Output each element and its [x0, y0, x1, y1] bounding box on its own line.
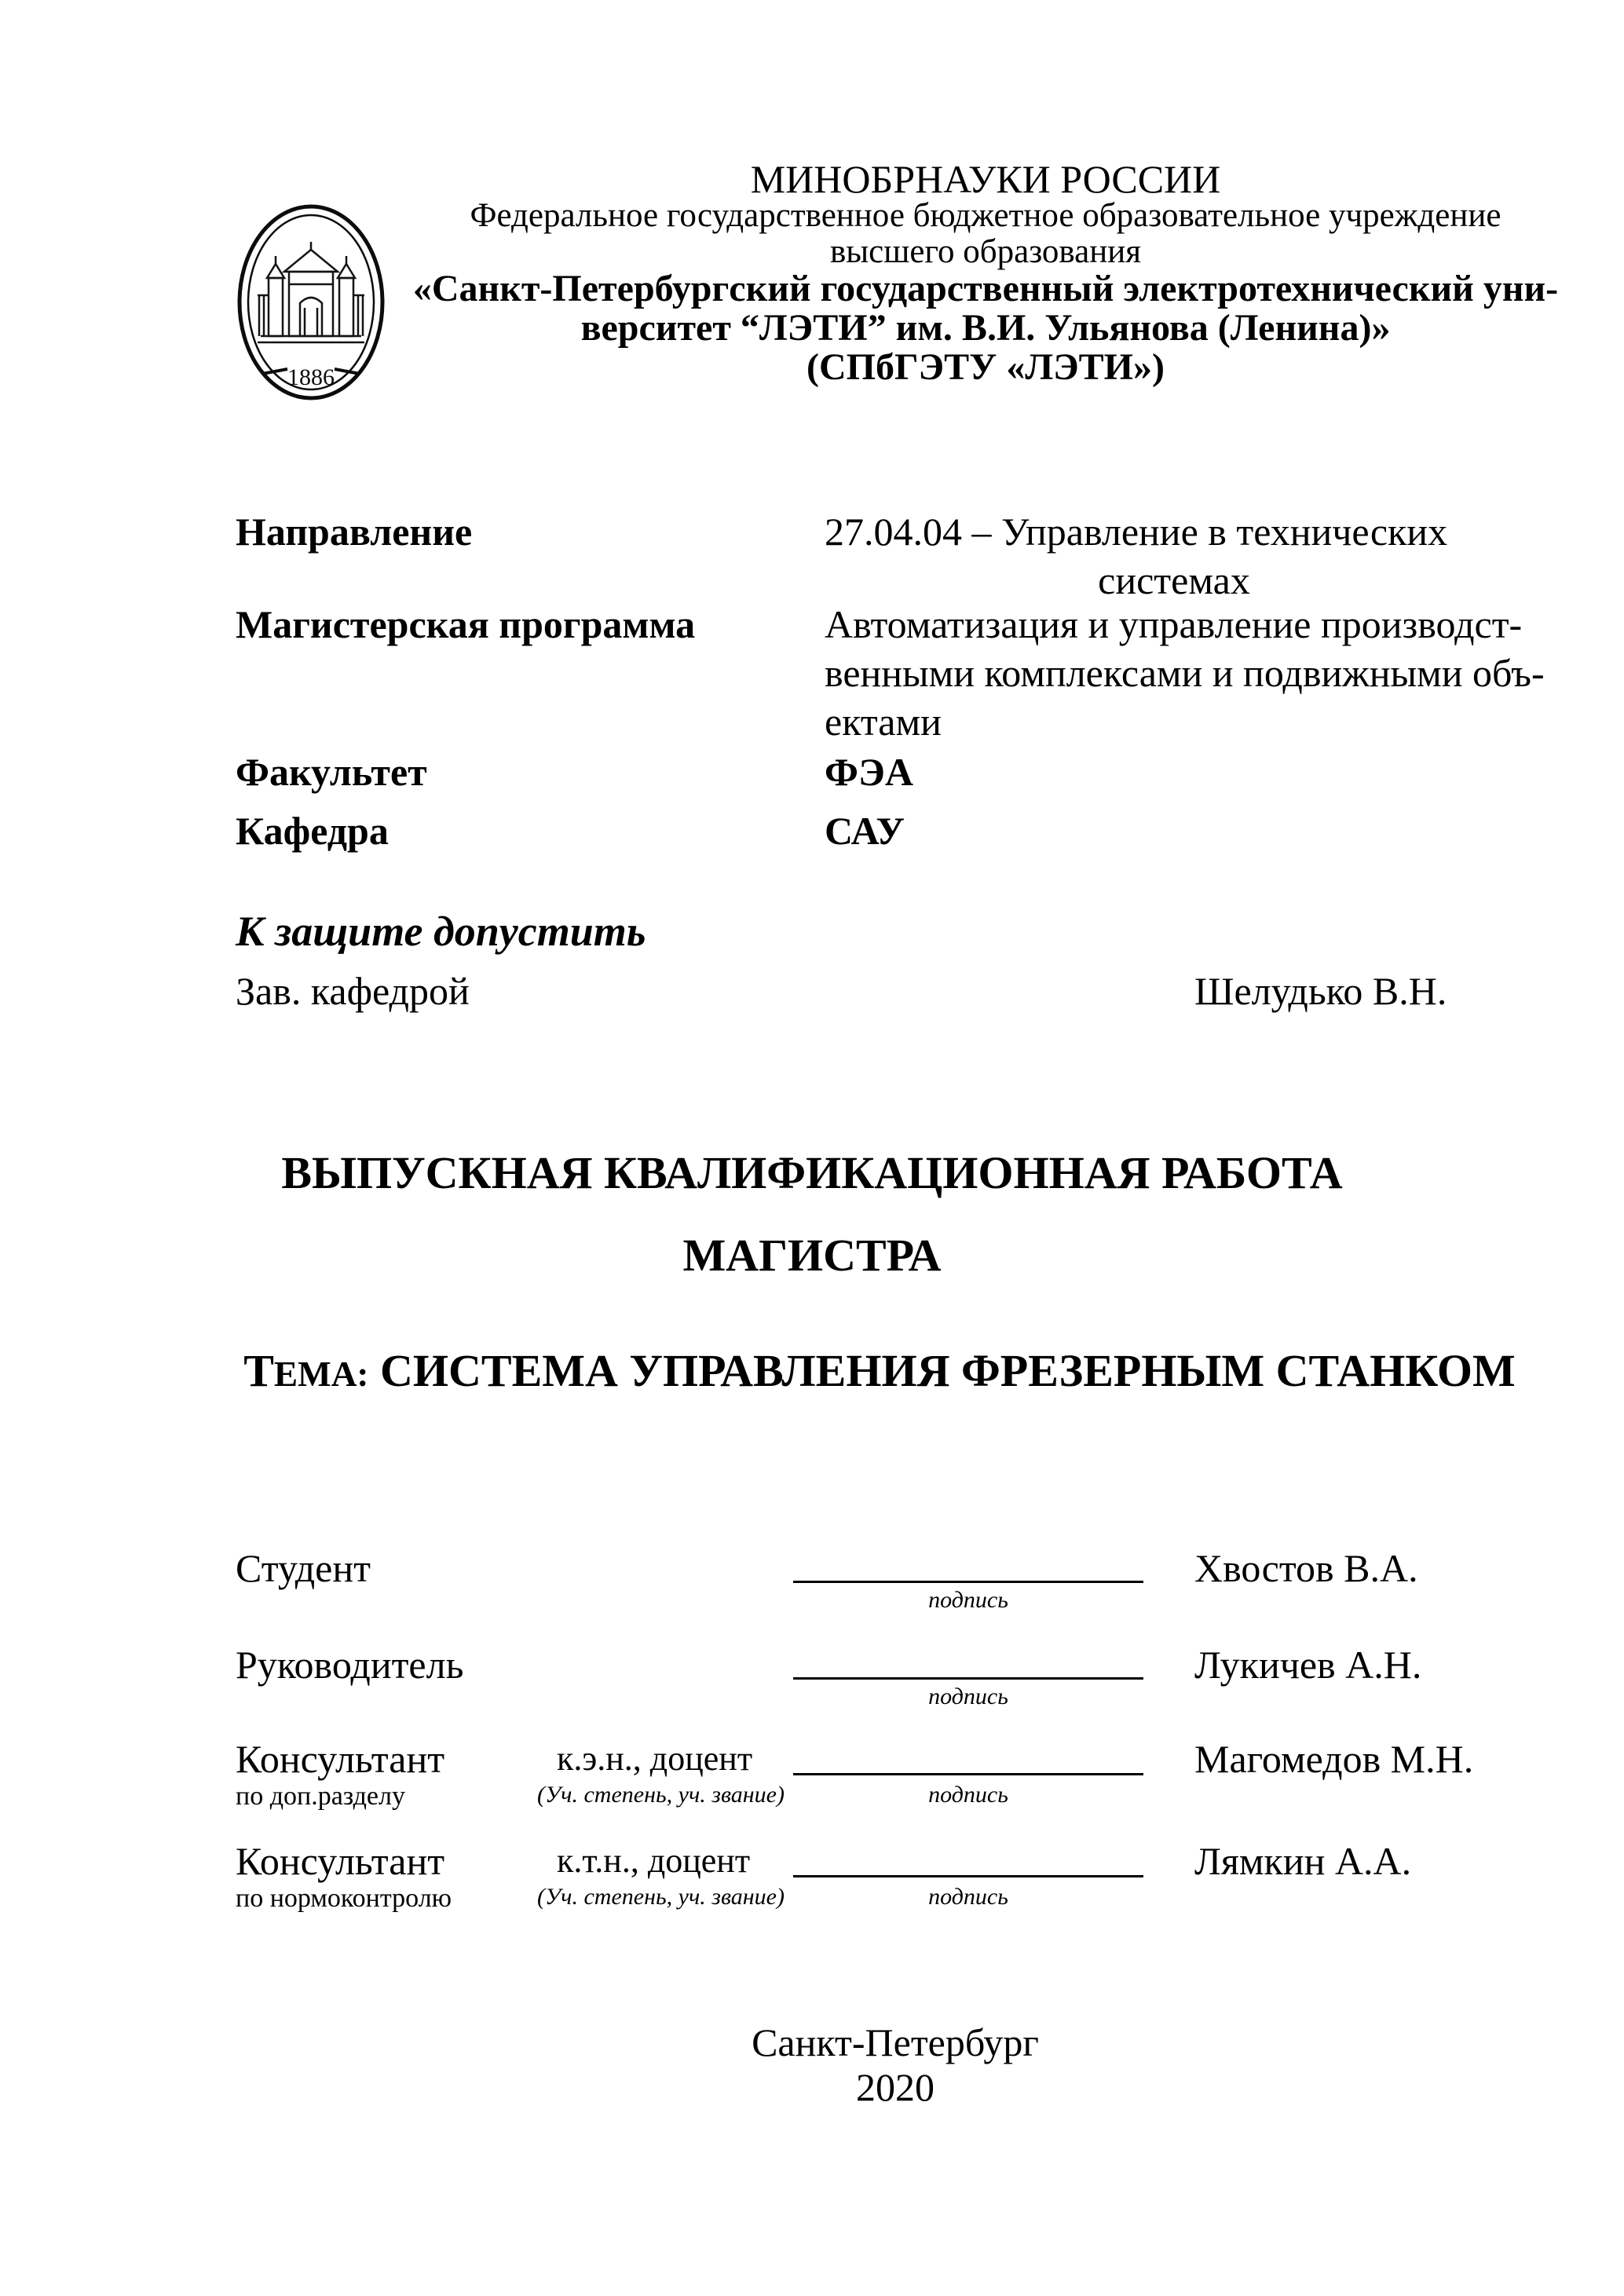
signature-line [793, 1581, 1143, 1583]
direction-label: Направление [236, 510, 473, 554]
signature-degree: к.т.н., доцент [557, 1841, 751, 1880]
topic-label-rest: ЕМА: [273, 1355, 369, 1394]
program-label: Магистерская программа [236, 602, 696, 646]
faculty-label: Факультет [236, 750, 427, 794]
signature-degree: к.э.н., доцент [557, 1739, 753, 1778]
org-line-1: Федеральное государственное бюджетное образовательное учреждение [470, 197, 1501, 234]
footer-year: 2020 [856, 2065, 935, 2109]
signature-role: Студент [236, 1546, 371, 1590]
org-line-2: высшего образования [829, 233, 1142, 270]
approval-heading: К защите допустить [236, 908, 646, 955]
footer-city: Санкт-Петербург [752, 2020, 1039, 2064]
direction-value-line2: системах [1098, 558, 1250, 602]
department-value: САУ [825, 809, 905, 853]
signature-name: Лямкин А.А. [1194, 1839, 1412, 1883]
program-value-line2: венными комплексами и подвижными объ- [825, 651, 1545, 695]
signature-role-detail: по доп.разделу [236, 1782, 405, 1811]
degree-caption: (Уч. степень, уч. звание) [537, 1884, 785, 1910]
signature-line [793, 1773, 1143, 1775]
emblem-year: 1886 [287, 364, 335, 390]
signature-caption: подпись [928, 1884, 1008, 1910]
signature-name: Магомедов М.Н. [1194, 1737, 1474, 1781]
signature-name: Лукичев А.Н. [1194, 1643, 1422, 1687]
degree-caption: (Уч. степень, уч. звание) [537, 1782, 785, 1808]
topic-label-initial: Т [243, 1345, 274, 1396]
department-label: Кафедра [236, 809, 389, 853]
university-emblem-icon [236, 203, 386, 402]
topic-line [118, 1345, 1624, 1400]
ministry-line: МИНОБРНАУКИ РОССИИ [750, 157, 1221, 201]
signature-line [793, 1677, 1143, 1680]
university-line-1: «Санкт-Петербургский государственный электротехнический уни- [412, 268, 1559, 309]
signature-role-detail: по нормоконтролю [236, 1884, 452, 1913]
program-value-line3: ектами [825, 700, 942, 744]
document-header [408, 157, 1563, 388]
signature-caption: подпись [928, 1684, 1008, 1709]
faculty-value: ФЭА [825, 750, 913, 794]
work-title-line1: ВЫПУСКНАЯ КВАЛИФИКАЦИОННАЯ РАБОТА [281, 1147, 1343, 1198]
program-value-line1: Автоматизация и управление производст- [825, 602, 1523, 646]
signature-role: Консультант [236, 1839, 445, 1883]
topic-text: СИСТЕМА УПРАВЛЕНИЯ ФРЕЗЕРНЫМ СТАНКОМ [368, 1345, 1516, 1396]
work-title-line2: МАГИСТРА [682, 1230, 942, 1281]
signature-name: Хвостов В.А. [1194, 1546, 1418, 1590]
signature-role: Руководитель [236, 1643, 464, 1687]
direction-value-line1: 27.04.04 – Управление в технических [825, 510, 1448, 554]
department-head-name: Шелудько В.Н. [1194, 969, 1447, 1013]
signature-caption: подпись [928, 1587, 1008, 1613]
university-line-3: (СПбГЭТУ «ЛЭТИ») [807, 346, 1165, 388]
signature-role: Консультант [236, 1737, 445, 1781]
university-line-2: верситет “ЛЭТИ” им. В.И. Ульянова (Ленина)» [580, 307, 1391, 349]
department-head-label: Зав. кафедрой [236, 969, 470, 1013]
signature-line [793, 1875, 1143, 1877]
signature-caption: подпись [928, 1782, 1008, 1808]
